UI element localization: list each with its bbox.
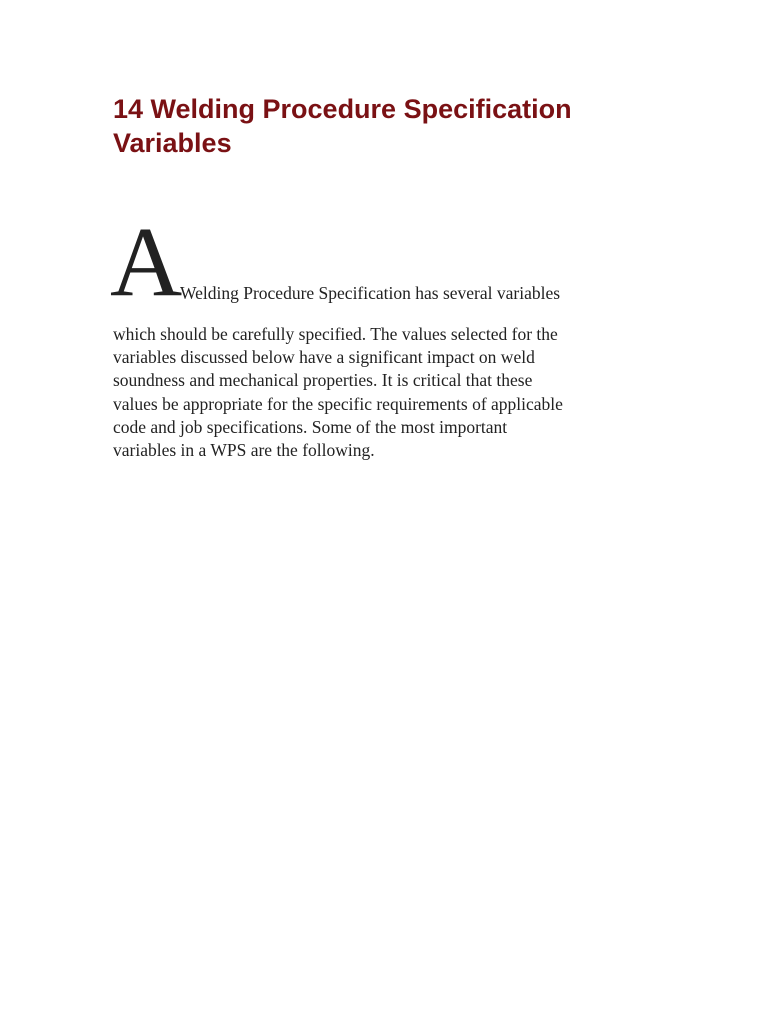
drop-cap: A (110, 206, 183, 317)
body-line: code and job specifications. Some of the most important (113, 416, 508, 437)
body-line: soundness and mechanical properties. It is critical that these (113, 370, 533, 391)
opening-paragraph (110, 206, 670, 317)
body-line: which should be carefully specified. The values selected for the (113, 324, 558, 344)
lead-text: Welding Procedure Specification has several variables (180, 283, 561, 303)
body-paragraph (113, 323, 653, 462)
body-line: variables in a WPS are the following. (113, 440, 375, 461)
body-line: values be appropriate for the specific requirements of applicable (113, 393, 563, 414)
body-line: variables discussed below have a significant impact on weld (113, 347, 535, 368)
page-title: 14 Welding Procedure Specification Variables (113, 94, 572, 158)
